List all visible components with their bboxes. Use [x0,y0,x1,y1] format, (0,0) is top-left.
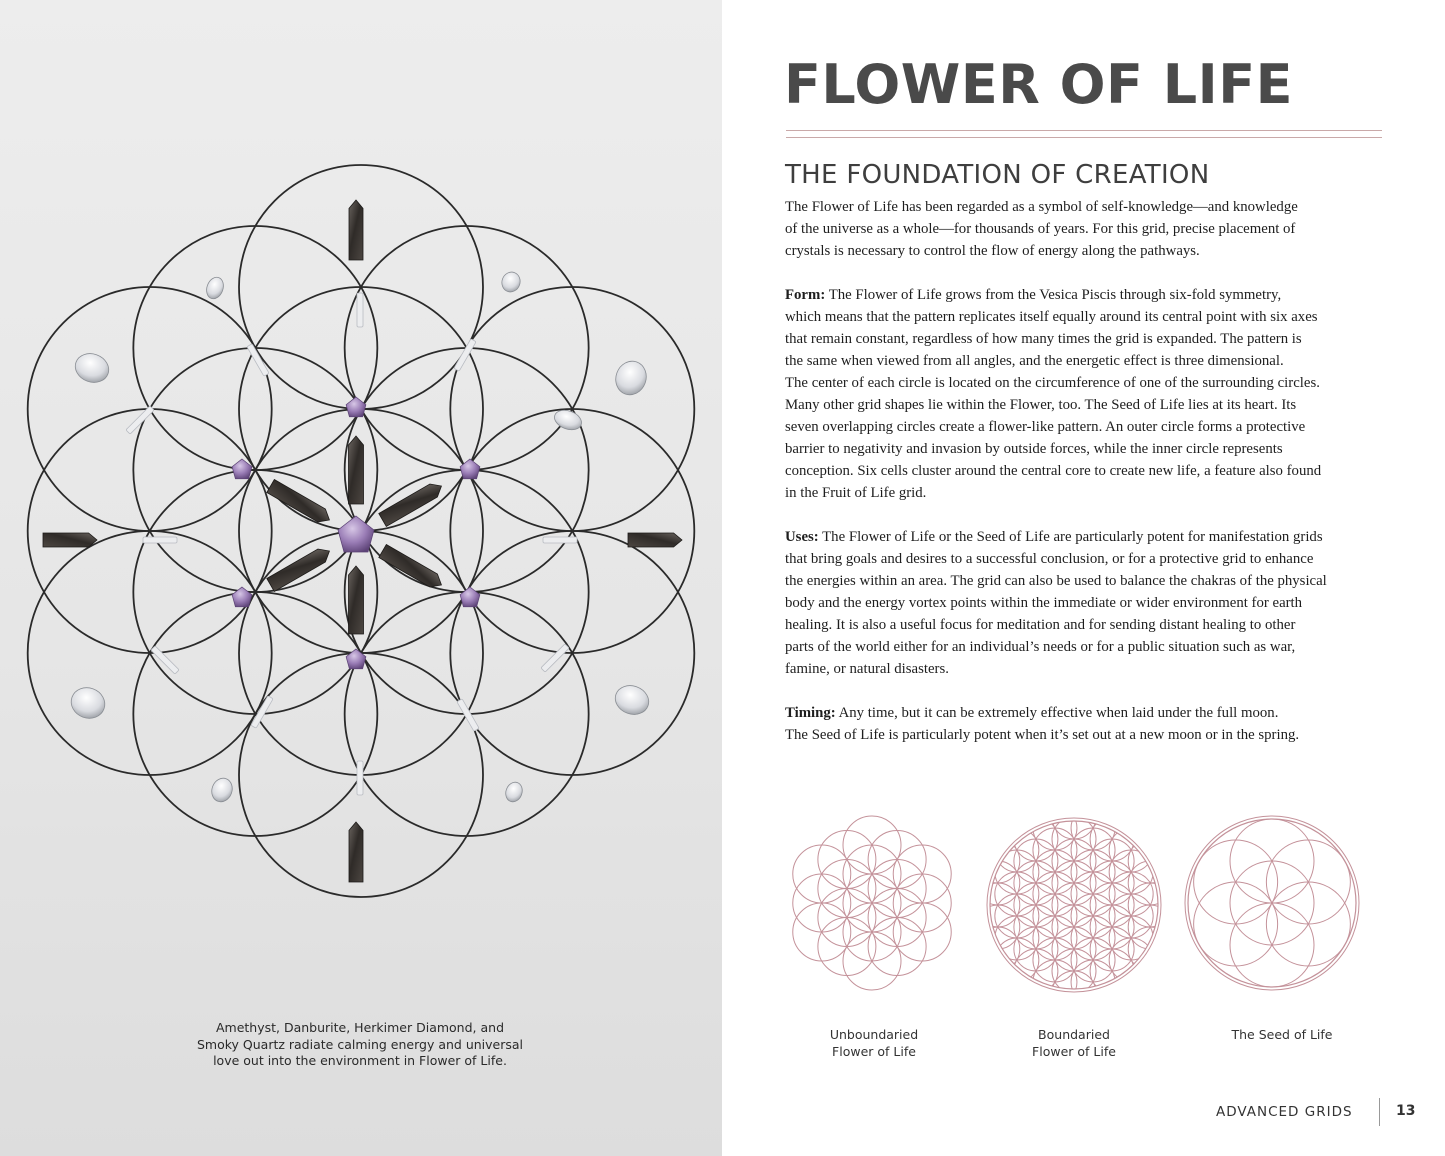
timing-text: Any time, but it can be extremely effective when laid under the full moon. The Seed of Life is particularly potent when it’s set out at a new moon or in the spring. [785,705,1300,743]
herkimer-diamond [67,683,109,723]
title-rule-top [786,130,1382,131]
diagram-circle [1052,971,1096,995]
smoky-quartz-point [379,545,445,592]
smoky-quartz-point [349,822,363,882]
form-label: Form: [785,287,826,303]
smoky-quartz-point [349,566,364,634]
amethyst-crystal [460,587,480,607]
seed-of-life-diagram [1184,815,1364,995]
amethyst-crystal [232,459,252,479]
smoky-quartz-point [349,200,363,260]
herkimer-diamond [503,780,525,804]
unboundaried-flower-of-life-diagram [784,815,964,995]
timing-paragraph [785,702,1365,746]
danburite-point [357,761,363,795]
left-page-photo [0,0,722,1156]
uses-text: The Flower of Life or the Seed of Life are particularly potent for manifestation grids that bring goals and desires to a successful conclusion, or for a protective grid to enhance the energies within an area. The grid can also be used to balance the chakras of the physical body and the energy vortex points within the immediate or wider environment for earth healing. It is also a useful focus for meditation and for sending distant healing to other parts of the world either for an individual’s needs or for a public situation such as war, famine, or natural disasters. [785,529,1327,677]
page-number: 13 [1396,1103,1416,1119]
footer-section-name: ADVANCED GRIDS [1216,1104,1353,1120]
photo-caption: Amethyst, Danburite, Herkimer Diamond, and Smoky Quartz radiate calming energy and universal love out into the environment in Flower of Life. [196,1020,524,1068]
boundaried-diagram-label: Boundaried Flower of Life [1032,1027,1116,1059]
right-page [722,0,1445,1156]
herkimer-diamond [204,275,227,301]
amethyst-crystal [346,397,366,417]
uses-paragraph [785,526,1365,680]
intro-paragraph: The Flower of Life has been regarded as a symbol of self-knowledge—and knowledge of the universe as a whole—for thousands of years. For this grid, precise placement of crystals is necessary to control the flow of energy along the pathways. [785,199,1298,259]
crystal-grid-photo [0,0,722,1156]
body-text [785,196,1365,768]
herkimer-diamond [611,357,651,399]
smoky-quartz-point [267,480,333,527]
danburite-point [457,699,479,731]
herkimer-diamond [71,349,113,387]
amethyst-crystal [338,516,374,552]
danburite-point [543,537,577,543]
boundaried-flower-of-life-diagram [984,815,1164,995]
danburite-point [357,293,363,327]
smoky-quartz-point [628,533,682,547]
smoky-quartz-point [43,533,97,547]
danburite-point [541,644,569,672]
timing-label: Timing: [785,705,836,721]
crystals [43,200,682,882]
herkimer-diamond [611,681,653,719]
herkimer-diamond [208,775,235,804]
title-rule-bottom [786,137,1382,138]
form-text: The Flower of Life grows from the Vesica Piscis through six-fold symmetry, which means that the pattern replicates itself equally around its central point with six axes that remain constant, regardless of how many times the grid is expanded. The pattern is the same when viewed from all angles, and the energetic effect is three dimensional. The center of each circle is located on the circumference of one of the surrounding circles. Many other grid shapes lie within the Flower, too. The Seed of Life lies at its heart. Its seven overlapping circles create a flower-like pattern. An outer circle forms a protective barrier to negativity and invasion by outside forces, while the inner circle represents conception. Six cells cluster around the central core to create new life, a feature also found in the Fruit of Life grid. [785,287,1322,501]
form-paragraph [785,284,1365,504]
diagram-circle [1052,815,1096,839]
unboundaried-diagram-label: Unboundaried Flower of Life [829,1027,919,1059]
danburite-point [143,537,177,543]
herkimer-diamond [499,270,523,295]
page-title: FLOWER OF LIFE [784,53,1293,116]
uses-label: Uses: [785,529,819,545]
footer-divider [1379,1098,1380,1126]
smoky-quartz-point [349,436,364,504]
seed-of-life-diagram-label: The Seed of Life [1231,1027,1333,1042]
page-subtitle: THE FOUNDATION OF CREATION [785,160,1210,190]
